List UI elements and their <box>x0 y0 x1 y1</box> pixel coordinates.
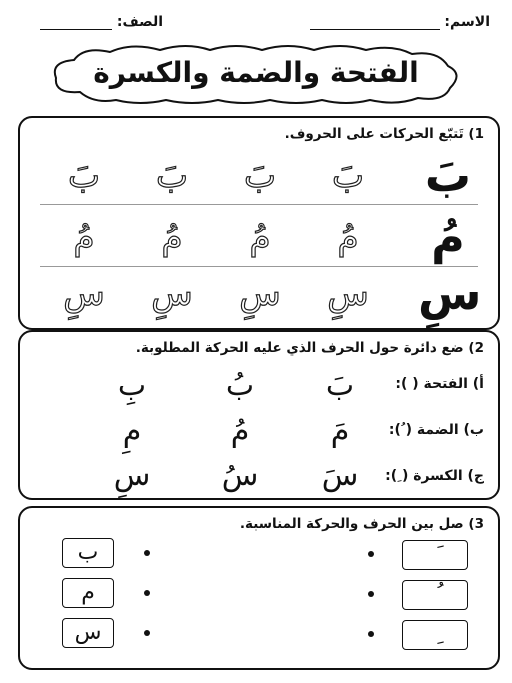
mark-box[interactable] <box>402 540 468 570</box>
option-letter[interactable]: بُ <box>225 368 255 403</box>
main-letter-mim: مُ <box>431 210 465 264</box>
kasra-label: ج) الكسرة ( ِ): <box>385 468 484 484</box>
row-divider <box>40 266 478 267</box>
name-line[interactable] <box>310 15 440 30</box>
match-dot[interactable] <box>144 590 150 596</box>
section2-instruction: 2) ضع دائرة حول الحرف الذي عليه الحركة المطلوبة. <box>135 340 484 356</box>
trace-letter[interactable]: بَ <box>155 156 188 196</box>
trace-letter[interactable]: سِ <box>63 274 105 314</box>
match-dot[interactable] <box>144 630 150 636</box>
option-letter[interactable]: سِ <box>113 458 151 493</box>
damma-label: ب) الضمة ( ُ): <box>388 422 484 438</box>
trace-letter[interactable]: مُ <box>337 218 359 258</box>
option-letter[interactable]: مِ <box>122 414 142 449</box>
row-divider <box>40 204 478 205</box>
trace-letter[interactable]: سِ <box>151 274 193 314</box>
section-circle <box>18 330 500 500</box>
trace-letter[interactable]: مُ <box>73 218 95 258</box>
trace-letter[interactable]: بَ <box>67 156 100 196</box>
class-field <box>40 14 163 30</box>
option-letter[interactable]: بَ <box>325 368 355 403</box>
option-letter[interactable]: بِ <box>117 368 147 403</box>
letter-box[interactable]: م <box>62 578 114 608</box>
option-letter[interactable]: مَ <box>330 414 350 449</box>
trace-letter[interactable]: سِ <box>327 274 369 314</box>
main-letter-sin: سِ <box>418 266 482 320</box>
match-dot[interactable] <box>144 550 150 556</box>
section-match <box>18 506 500 670</box>
match-dot[interactable] <box>368 551 374 557</box>
main-letter-ba: بَ <box>424 148 472 202</box>
option-letter[interactable]: سُ <box>221 458 259 493</box>
page-title: الفتحة والضمة والكسرة <box>93 56 419 89</box>
trace-letter[interactable]: مُ <box>249 218 271 258</box>
fatha-label: أ) الفتحة ( ): <box>395 376 484 392</box>
option-letter[interactable]: مُ <box>230 414 250 449</box>
class-label: الصف: <box>116 14 163 30</box>
trace-letter[interactable]: بَ <box>331 156 364 196</box>
mark-box[interactable] <box>402 580 468 610</box>
section-trace <box>18 116 500 330</box>
match-dot[interactable] <box>368 591 374 597</box>
match-dot[interactable] <box>368 631 374 637</box>
letter-box[interactable]: س <box>62 618 114 648</box>
class-line[interactable] <box>40 15 112 30</box>
letter-box[interactable]: ب <box>62 538 114 568</box>
option-letter[interactable]: سَ <box>321 458 359 493</box>
trace-letter[interactable]: بَ <box>243 156 276 196</box>
section3-instruction: 3) صل بين الحرف والحركة المناسبة. <box>239 516 484 532</box>
trace-letter[interactable]: مُ <box>161 218 183 258</box>
mark-box[interactable] <box>402 620 468 650</box>
name-label: الاسم: <box>444 14 490 30</box>
section1-instruction: 1) تَتبّع الحركات على الحروف. <box>284 126 484 142</box>
name-field <box>310 14 490 30</box>
trace-letter[interactable]: سِ <box>239 274 281 314</box>
